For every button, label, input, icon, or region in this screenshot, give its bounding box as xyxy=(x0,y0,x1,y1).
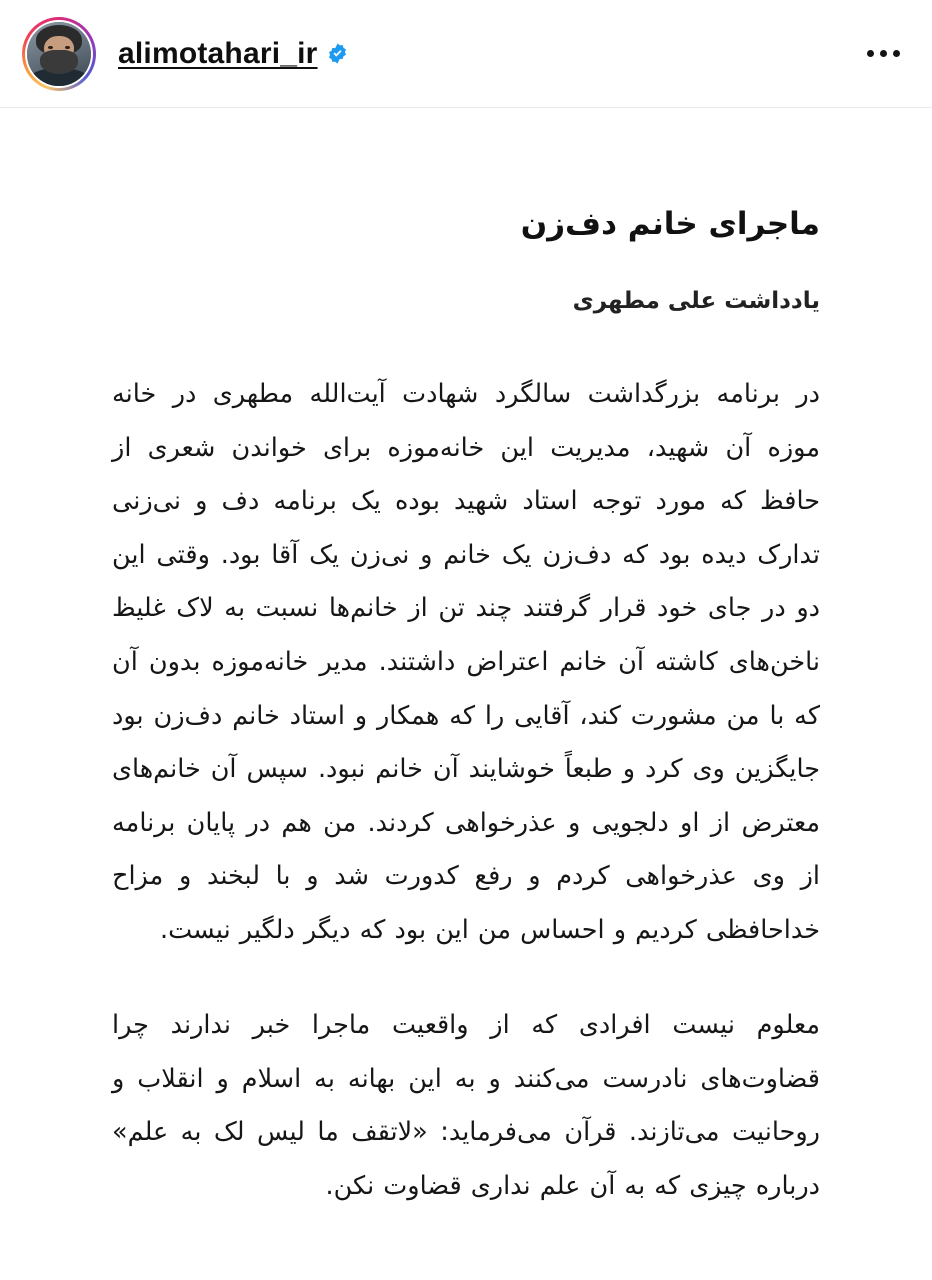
more-dot-3 xyxy=(893,50,900,57)
verified-badge-icon xyxy=(326,42,349,65)
avatar[interactable] xyxy=(22,17,96,91)
avatar-inner xyxy=(25,20,93,88)
more-options-button[interactable] xyxy=(861,40,906,67)
post-byline: یادداشت علی مطهری xyxy=(572,288,820,315)
post-paragraph: معلوم نیست افرادی که از واقعیت ماجرا خبر ندارند چرا قضاوت‌های نادرست می‌کنند و به این بهانه به اسلام و انقلاب و روحانیت می‌تازند. قرآن می‌فرماید: «لاتقف ما لیس لک به علم» درباره چیزی که به آن علم نداری قضاوت نکن. xyxy=(112,1010,820,1201)
post-content xyxy=(0,108,932,1214)
post-header xyxy=(0,0,932,108)
username-label[interactable]: alimotahari_ir xyxy=(118,36,318,70)
more-dot-2 xyxy=(880,50,887,57)
username-block[interactable] xyxy=(118,37,349,71)
more-dot-1 xyxy=(867,50,874,57)
avatar-image xyxy=(27,22,91,86)
post-paragraph: در برنامه بزرگداشت سالگرد شهادت آیت‌الله مطهری در خانه موزه آن شهید، مدیریت این خانه‌موزه برای خواندن شعری از حافظ که مورد توجه استاد شهید بوده یک برنامه دف و نی‌زنی تدارک دیده بود که دف‌زن یک خانم و نی‌زن یک آقا بود. وقتی این دو در جای خود قرار گرفتند چند تن از خانم‌ها نسبت به لاک غلیظ ناخن‌های کاشته آن خانم اعتراض داشتند. مدیر خانه‌موزه بدون آن که با من مشورت کند، آقایی را که همکار و استاد خانم دف‌زن بود جایگزین وی کرد و طبعاً خوشایند آن خانم نبود. سپس آن خانم‌های معترض از او دلجویی و عذرخواهی کردند. من هم در پایان برنامه از وی عذرخواهی کردم و رفع کدورت شد و با لبخند و مزاح خداحافظی کردیم و احساس من این بود که دیگر دلگیر نیست. xyxy=(112,379,820,945)
post-title: ماجرای خانم دف‌زن xyxy=(520,206,820,242)
